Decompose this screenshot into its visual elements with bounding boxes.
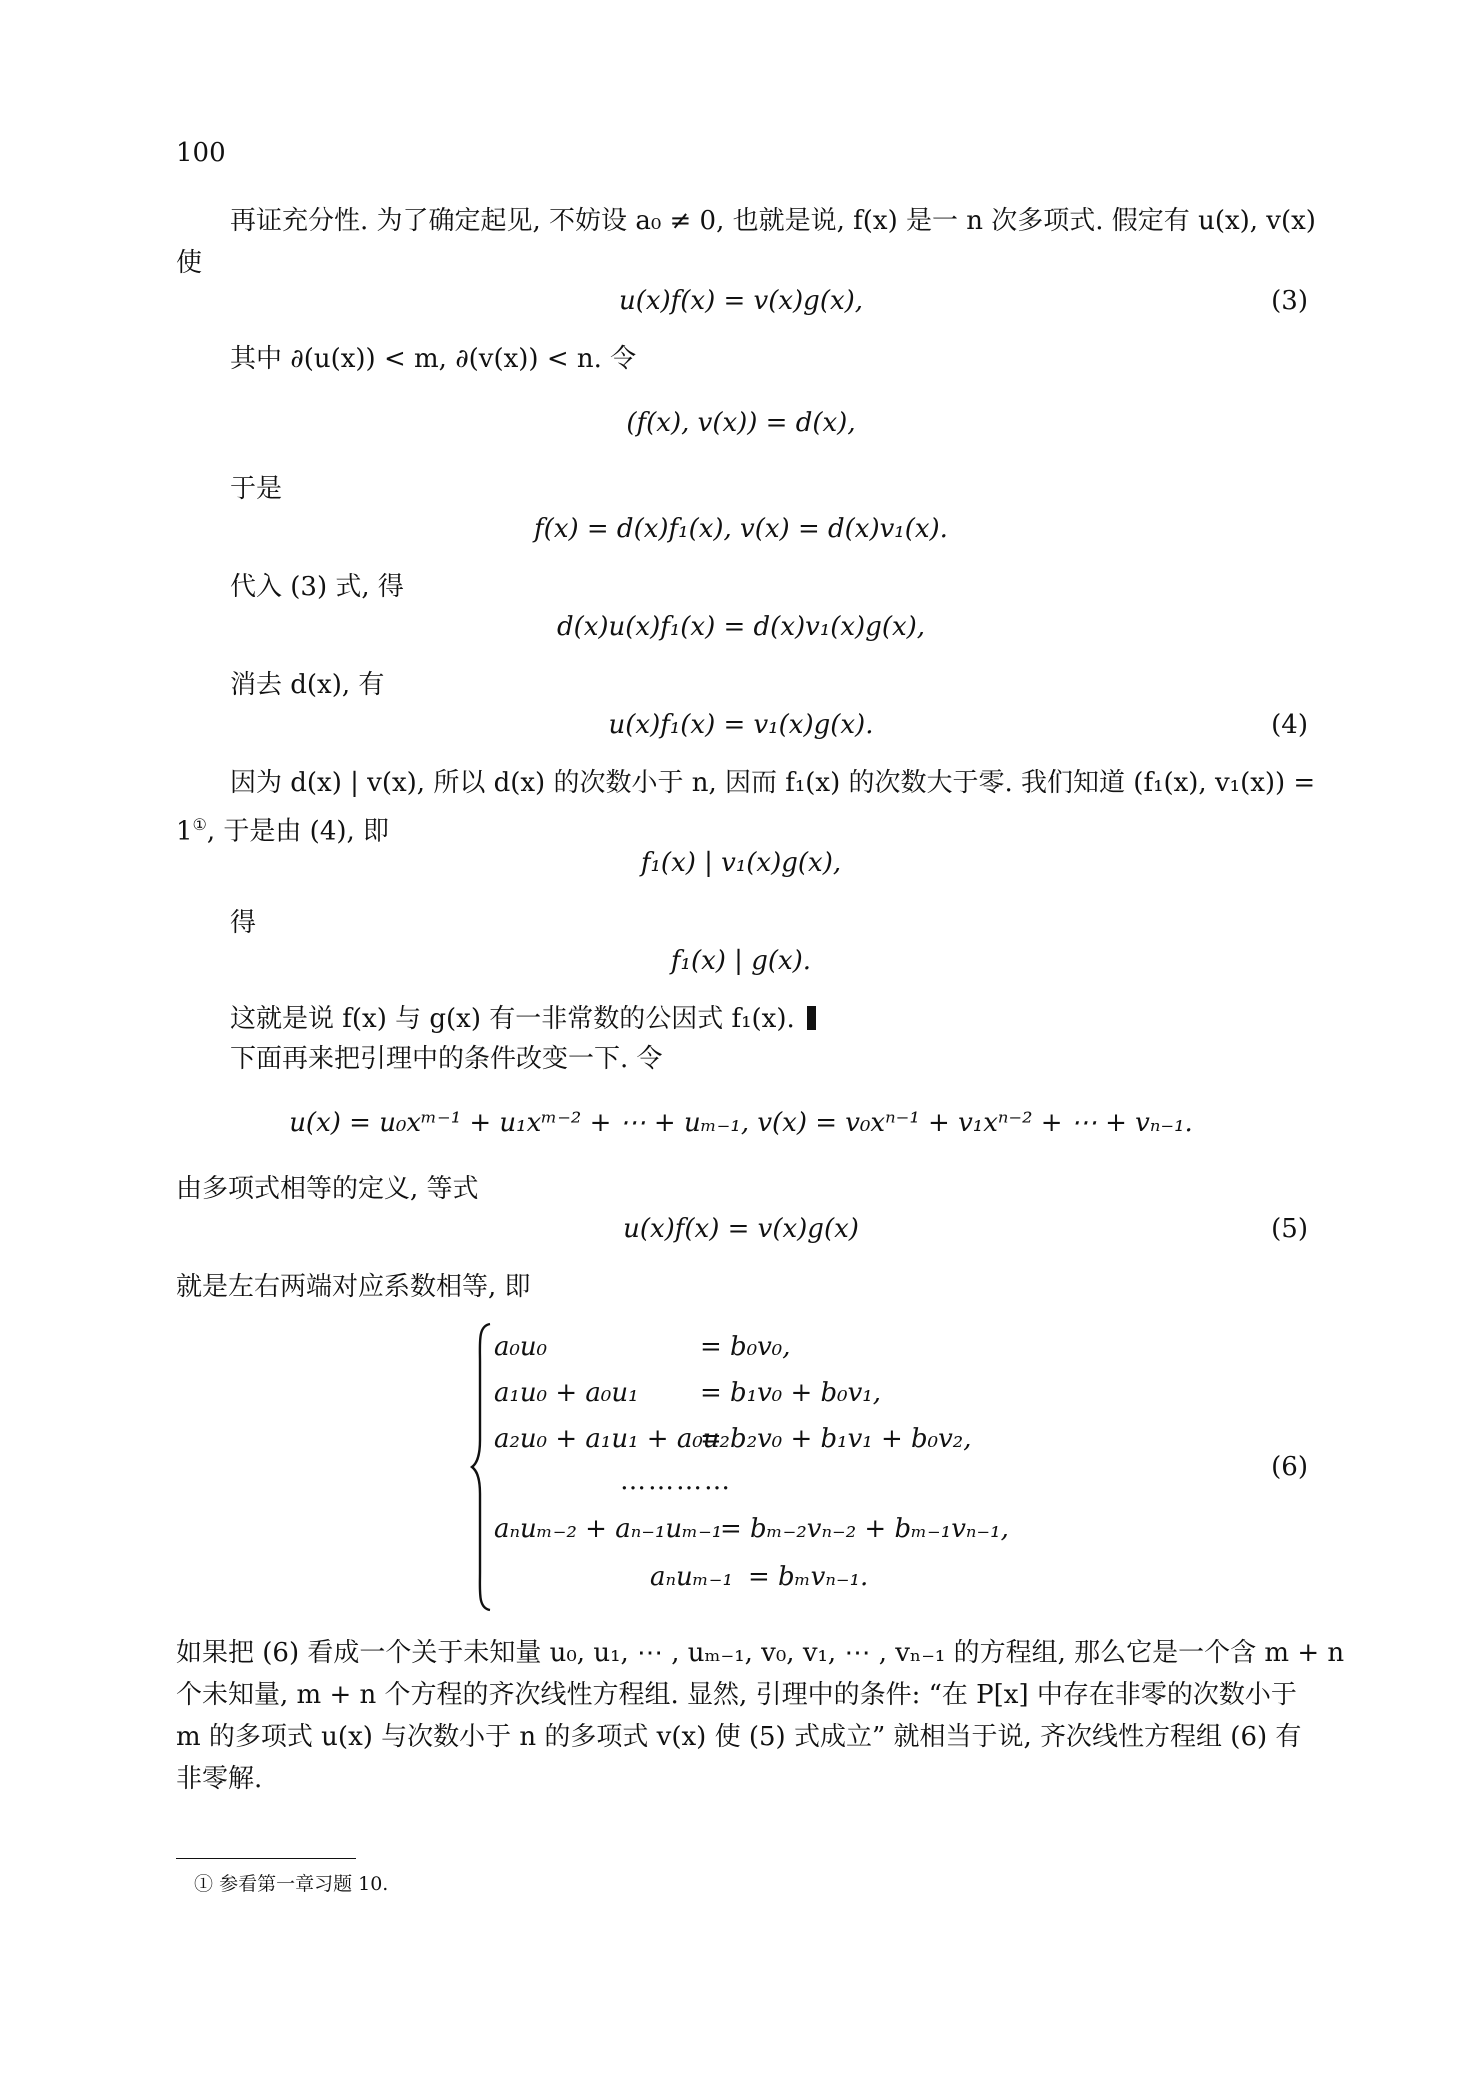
paragraph-line <box>230 1000 816 1038</box>
paragraph-line: 其中 ∂(u(x)) < m, ∂(v(x)) < n. 令 <box>230 344 637 374</box>
equation-5: u(x)f(x) = v(x)g(x) <box>623 1214 859 1244</box>
equation-substitute: d(x)u(x)f₁(x) = d(x)v₁(x)g(x), <box>556 612 926 642</box>
equation-divides-2: f₁(x) | g(x). <box>670 946 812 976</box>
paragraph-line: 就是左右两端对应系数相等, 即 <box>176 1272 531 1302</box>
equation-number: (6) <box>1271 1452 1308 1482</box>
system-dots: ………… <box>620 1466 732 1496</box>
qed-mark <box>807 1006 816 1030</box>
text: 这就是说 f(x) 与 g(x) 有一非常数的公因式 f₁(x). <box>230 1004 795 1034</box>
footnote-text: 参看第一章习题 10. <box>219 1873 389 1895</box>
equation-factor: f(x) = d(x)f₁(x), v(x) = d(x)v₁(x). <box>534 514 948 544</box>
footnote-mark[interactable]: ① <box>192 815 207 834</box>
paragraph-line: 使 <box>176 248 203 278</box>
page-number: 100 <box>176 138 226 168</box>
footnote <box>194 1870 388 1898</box>
system-lhs: a₁u₀ + a₀u₁ <box>494 1378 639 1408</box>
equation-number: (4) <box>1271 710 1308 740</box>
paragraph-line: 得 <box>230 908 257 938</box>
paragraph-line: m 的多项式 u(x) 与次数小于 n 的多项式 v(x) 使 (5) 式成立” 就相当于说, 齐次线性方程组 (6) 有 <box>176 1722 1302 1752</box>
equation-number: (3) <box>1271 286 1308 316</box>
system-rhs: = bₘ₋₂vₙ₋₂ + bₘ₋₁vₙ₋₁, <box>720 1514 1009 1544</box>
paragraph-line: 消去 d(x), 有 <box>230 670 385 700</box>
system-lhs: aₙuₘ₋₁ <box>650 1562 733 1592</box>
equation-4: u(x)f₁(x) = v₁(x)g(x). <box>608 710 874 740</box>
paragraph-line: 再证充分性. 为了确定起见, 不妨设 a₀ ≠ 0, 也就是说, f(x) 是一 n 次多项式. 假定有 u(x), v(x) <box>230 206 1316 236</box>
paragraph-line: 如果把 (6) 看成一个关于未知量 u₀, u₁, ⋯ , uₘ₋₁, v₀, v₁, ⋯ , vₙ₋₁ 的方程组, 那么它是一个含 m + n <box>176 1638 1345 1668</box>
equation-body: u(x)f(x) = v(x)g(x), <box>618 286 864 316</box>
paragraph-line: 非零解. <box>176 1764 263 1794</box>
system-lhs: a₂u₀ + a₁u₁ + a₀u₂ <box>494 1424 730 1454</box>
system-rhs: = b₁v₀ + b₀v₁, <box>700 1378 881 1408</box>
footnote-divider <box>176 1858 356 1859</box>
paragraph-line: 因为 d(x) | v(x), 所以 d(x) 的次数小于 n, 因而 f₁(x) 的次数大于零. 我们知道 (f₁(x), v₁(x)) = <box>230 768 1316 798</box>
system-rhs: = b₂v₀ + b₁v₁ + b₀v₂, <box>700 1424 972 1454</box>
system-rhs: = bₘvₙ₋₁. <box>748 1562 869 1592</box>
paragraph-line: 下面再来把引理中的条件改变一下. 令 <box>230 1044 663 1074</box>
equation-system-6 <box>470 1322 1190 1612</box>
paragraph-line: 于是 <box>230 474 283 504</box>
system-rhs: = b₀v₀, <box>700 1332 791 1362</box>
equation-uv: u(x) = u₀xᵐ⁻¹ + u₁xᵐ⁻² + ⋯ + uₘ₋₁, v(x) = v₀xⁿ⁻¹ + v₁xⁿ⁻² + ⋯ + vₙ₋₁. <box>289 1108 1193 1138</box>
text: 1 <box>176 816 193 847</box>
paragraph-line: 由多项式相等的定义, 等式 <box>176 1174 479 1204</box>
equation-gcd: (f(x), v(x)) = d(x), <box>626 408 856 438</box>
text: , 于是由 (4), 即 <box>206 816 390 847</box>
paragraph-line: 个未知量, m + n 个方程的齐次线性方程组. 显然, 引理中的条件: “在 P[x] 中存在非零的次数小于 <box>176 1680 1297 1710</box>
left-brace <box>470 1322 494 1612</box>
system-lhs: a₀u₀ <box>494 1332 548 1362</box>
equation-3 <box>176 282 1306 320</box>
equation-number: (5) <box>1271 1214 1308 1244</box>
system-lhs: aₙuₘ₋₂ + aₙ₋₁uₘ₋₁ <box>494 1514 723 1544</box>
equation-divides-1: f₁(x) | v₁(x)g(x), <box>640 848 842 878</box>
paragraph-line: 代入 (3) 式, 得 <box>230 572 404 602</box>
footnote-mark: ① <box>194 1873 214 1895</box>
